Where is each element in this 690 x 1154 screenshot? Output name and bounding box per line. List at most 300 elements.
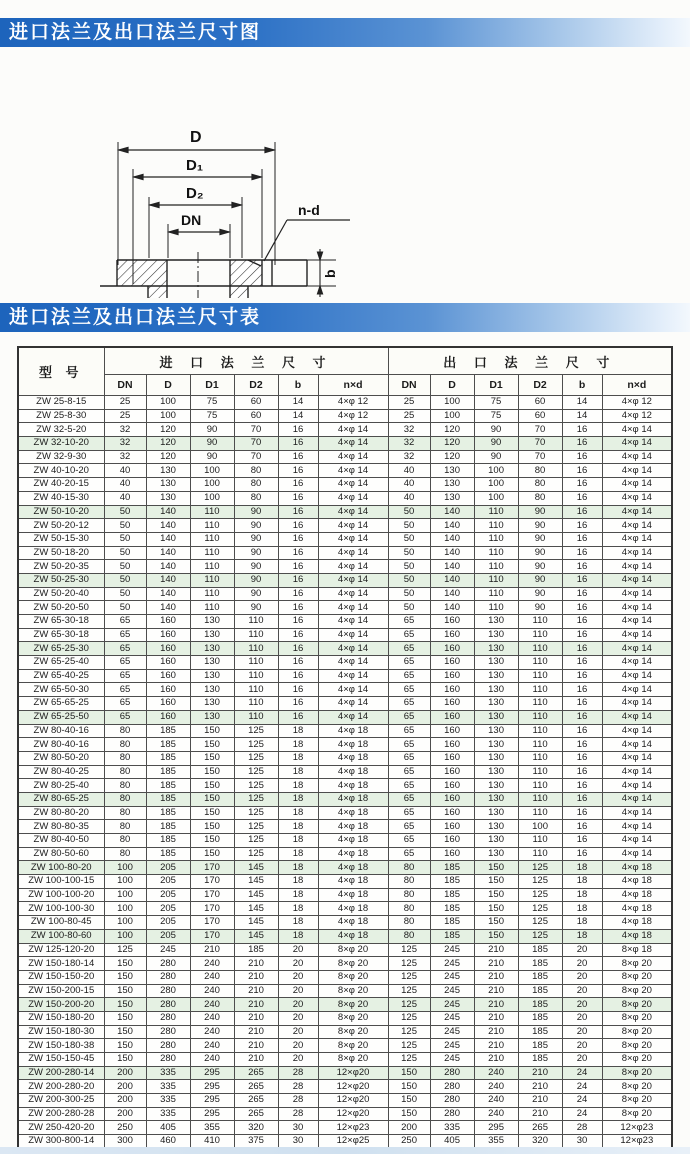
value-cell: 65	[104, 669, 146, 683]
value-cell: 4×φ 14	[602, 478, 672, 492]
value-cell: 280	[430, 1066, 474, 1080]
value-cell: 150	[388, 1080, 430, 1094]
dim-label-DN: DN	[181, 212, 202, 228]
value-cell: 18	[562, 916, 602, 930]
value-cell: 8×φ 20	[602, 998, 672, 1012]
model-column-header: 型 号	[18, 347, 104, 396]
value-cell: 150	[388, 1094, 430, 1108]
value-cell: 16	[278, 697, 318, 711]
value-cell: 210	[234, 1011, 278, 1025]
value-cell: 240	[190, 970, 234, 984]
inlet-col-D: D	[146, 375, 190, 396]
value-cell: 125	[518, 888, 562, 902]
value-cell: 65	[388, 683, 430, 697]
value-cell: 150	[104, 1053, 146, 1067]
value-cell: 120	[146, 437, 190, 451]
value-cell: 130	[430, 478, 474, 492]
value-cell: 65	[388, 656, 430, 670]
value-cell: 170	[190, 875, 234, 889]
model-cell: ZW 40-10-20	[18, 464, 104, 478]
table-row	[18, 573, 672, 587]
value-cell: 160	[146, 683, 190, 697]
value-cell: 4×φ 12	[602, 396, 672, 410]
value-cell: 65	[388, 697, 430, 711]
model-cell: ZW 300-800-14	[18, 1135, 104, 1149]
value-cell: 110	[518, 710, 562, 724]
model-cell: ZW 65-25-30	[18, 642, 104, 656]
value-cell: 50	[388, 519, 430, 533]
value-cell: 16	[278, 519, 318, 533]
value-cell: 185	[146, 792, 190, 806]
value-cell: 125	[518, 875, 562, 889]
inlet-col-DN: DN	[104, 375, 146, 396]
value-cell: 210	[474, 984, 518, 998]
value-cell: 30	[278, 1135, 318, 1149]
value-cell: 4×φ 14	[602, 505, 672, 519]
value-cell: 160	[430, 683, 474, 697]
value-cell: 80	[234, 491, 278, 505]
value-cell: 4×φ 18	[318, 861, 388, 875]
value-cell: 65	[388, 806, 430, 820]
value-cell: 110	[190, 587, 234, 601]
value-cell: 160	[146, 642, 190, 656]
value-cell: 65	[104, 615, 146, 629]
model-cell: ZW 100-100-20	[18, 888, 104, 902]
value-cell: 125	[234, 751, 278, 765]
table-row	[18, 710, 672, 724]
value-cell: 145	[234, 929, 278, 943]
model-cell: ZW 100-100-30	[18, 902, 104, 916]
value-cell: 16	[278, 587, 318, 601]
table-row	[18, 984, 672, 998]
value-cell: 4×φ 14	[602, 669, 672, 683]
value-cell: 14	[562, 409, 602, 423]
value-cell: 40	[388, 464, 430, 478]
model-cell: ZW 50-20-50	[18, 601, 104, 615]
table-row	[18, 642, 672, 656]
value-cell: 140	[146, 532, 190, 546]
value-cell: 4×φ 14	[318, 546, 388, 560]
value-cell: 4×φ 14	[602, 437, 672, 451]
value-cell: 16	[562, 834, 602, 848]
value-cell: 75	[190, 409, 234, 423]
value-cell: 16	[562, 587, 602, 601]
value-cell: 150	[474, 902, 518, 916]
value-cell: 130	[190, 710, 234, 724]
value-cell: 245	[430, 1011, 474, 1025]
value-cell: 210	[190, 943, 234, 957]
value-cell: 8×φ 20	[602, 1025, 672, 1039]
value-cell: 185	[430, 861, 474, 875]
value-cell: 150	[190, 806, 234, 820]
value-cell: 265	[234, 1094, 278, 1108]
value-cell: 240	[190, 984, 234, 998]
value-cell: 280	[146, 984, 190, 998]
value-cell: 90	[190, 437, 234, 451]
value-cell: 160	[430, 834, 474, 848]
value-cell: 80	[234, 478, 278, 492]
value-cell: 140	[430, 519, 474, 533]
value-cell: 130	[474, 724, 518, 738]
table-row	[18, 560, 672, 574]
value-cell: 100	[104, 929, 146, 943]
model-cell: ZW 50-20-40	[18, 587, 104, 601]
value-cell: 12×φ20	[318, 1107, 388, 1121]
value-cell: 65	[388, 710, 430, 724]
value-cell: 210	[474, 1011, 518, 1025]
value-cell: 185	[234, 943, 278, 957]
flange-section-hatching	[117, 260, 262, 298]
value-cell: 16	[562, 683, 602, 697]
value-cell: 20	[562, 957, 602, 971]
value-cell: 130	[474, 806, 518, 820]
value-cell: 16	[562, 847, 602, 861]
value-cell: 185	[146, 834, 190, 848]
table-row	[18, 970, 672, 984]
value-cell: 16	[278, 642, 318, 656]
value-cell: 4×φ 14	[318, 642, 388, 656]
value-cell: 4×φ 12	[318, 396, 388, 410]
model-cell: ZW 150-180-30	[18, 1025, 104, 1039]
model-cell: ZW 125-120-20	[18, 943, 104, 957]
value-cell: 100	[474, 491, 518, 505]
value-cell: 150	[104, 957, 146, 971]
value-cell: 4×φ 14	[602, 628, 672, 642]
value-cell: 65	[388, 751, 430, 765]
value-cell: 130	[474, 820, 518, 834]
value-cell: 16	[278, 464, 318, 478]
value-cell: 210	[474, 1025, 518, 1039]
value-cell: 16	[562, 532, 602, 546]
table-row	[18, 765, 672, 779]
value-cell: 125	[518, 929, 562, 943]
value-cell: 18	[562, 902, 602, 916]
value-cell: 65	[388, 847, 430, 861]
value-cell: 110	[234, 669, 278, 683]
value-cell: 4×φ 18	[318, 820, 388, 834]
table-row	[18, 916, 672, 930]
value-cell: 50	[388, 532, 430, 546]
value-cell: 295	[474, 1121, 518, 1135]
value-cell: 295	[190, 1107, 234, 1121]
value-cell: 65	[104, 697, 146, 711]
value-cell: 20	[562, 970, 602, 984]
table-row	[18, 1025, 672, 1039]
value-cell: 16	[278, 683, 318, 697]
value-cell: 200	[104, 1107, 146, 1121]
value-cell: 24	[562, 1107, 602, 1121]
value-cell: 125	[234, 834, 278, 848]
value-cell: 280	[146, 1011, 190, 1025]
value-cell: 80	[388, 861, 430, 875]
value-cell: 4×φ 14	[602, 450, 672, 464]
value-cell: 90	[190, 450, 234, 464]
value-cell: 50	[388, 587, 430, 601]
model-cell: ZW 65-25-50	[18, 710, 104, 724]
value-cell: 280	[146, 998, 190, 1012]
value-cell: 8×φ 18	[602, 943, 672, 957]
model-cell: ZW 50-15-30	[18, 532, 104, 546]
value-cell: 4×φ 14	[602, 532, 672, 546]
value-cell: 160	[146, 669, 190, 683]
table-row	[18, 409, 672, 423]
table-row	[18, 1107, 672, 1121]
value-cell: 16	[562, 724, 602, 738]
value-cell: 8×φ 20	[318, 957, 388, 971]
value-cell: 150	[104, 984, 146, 998]
value-cell: 185	[518, 957, 562, 971]
value-cell: 320	[518, 1135, 562, 1149]
value-cell: 130	[474, 656, 518, 670]
value-cell: 16	[562, 505, 602, 519]
value-cell: 18	[562, 888, 602, 902]
value-cell: 18	[278, 875, 318, 889]
value-cell: 8×φ 20	[318, 998, 388, 1012]
model-cell: ZW 32-10-20	[18, 437, 104, 451]
value-cell: 335	[146, 1080, 190, 1094]
value-cell: 140	[430, 573, 474, 587]
value-cell: 185	[518, 984, 562, 998]
value-cell: 8×φ 20	[602, 1080, 672, 1094]
value-cell: 160	[430, 642, 474, 656]
value-cell: 4×φ 14	[318, 710, 388, 724]
value-cell: 65	[104, 642, 146, 656]
value-cell: 50	[104, 546, 146, 560]
model-cell: ZW 65-40-25	[18, 669, 104, 683]
value-cell: 12×φ23	[318, 1121, 388, 1135]
value-cell: 4×φ 18	[602, 875, 672, 889]
value-cell: 130	[190, 615, 234, 629]
inlet-group-header: 进 口 法 兰 尺 寸	[104, 347, 388, 375]
value-cell: 70	[234, 450, 278, 464]
value-cell: 185	[430, 929, 474, 943]
value-cell: 16	[278, 710, 318, 724]
value-cell: 110	[518, 765, 562, 779]
value-cell: 32	[104, 450, 146, 464]
value-cell: 100	[518, 820, 562, 834]
value-cell: 110	[474, 532, 518, 546]
value-cell: 4×φ 14	[318, 505, 388, 519]
value-cell: 280	[146, 1039, 190, 1053]
value-cell: 80	[388, 902, 430, 916]
value-cell: 65	[388, 642, 430, 656]
value-cell: 110	[518, 792, 562, 806]
value-cell: 130	[190, 642, 234, 656]
value-cell: 65	[388, 792, 430, 806]
value-cell: 280	[430, 1107, 474, 1121]
value-cell: 150	[190, 724, 234, 738]
value-cell: 210	[474, 1039, 518, 1053]
value-cell: 335	[146, 1094, 190, 1108]
value-cell: 24	[562, 1094, 602, 1108]
value-cell: 280	[146, 957, 190, 971]
model-cell: ZW 100-100-15	[18, 875, 104, 889]
value-cell: 130	[474, 669, 518, 683]
value-cell: 280	[146, 970, 190, 984]
value-cell: 90	[234, 573, 278, 587]
value-cell: 150	[474, 888, 518, 902]
value-cell: 130	[146, 478, 190, 492]
value-cell: 185	[146, 724, 190, 738]
value-cell: 4×φ 14	[318, 628, 388, 642]
value-cell: 4×φ 14	[318, 683, 388, 697]
model-cell: ZW 25-8-15	[18, 396, 104, 410]
value-cell: 80	[518, 478, 562, 492]
value-cell: 4×φ 14	[602, 683, 672, 697]
value-cell: 130	[474, 683, 518, 697]
model-cell: ZW 150-180-20	[18, 1011, 104, 1025]
value-cell: 80	[104, 834, 146, 848]
value-cell: 32	[104, 423, 146, 437]
outlet-col-DN: DN	[388, 375, 430, 396]
value-cell: 210	[518, 1080, 562, 1094]
table-row	[18, 792, 672, 806]
value-cell: 125	[388, 1039, 430, 1053]
value-cell: 125	[234, 724, 278, 738]
value-cell: 50	[104, 573, 146, 587]
value-cell: 16	[278, 573, 318, 587]
model-cell: ZW 65-50-30	[18, 683, 104, 697]
value-cell: 14	[562, 396, 602, 410]
value-cell: 355	[190, 1121, 234, 1135]
value-cell: 80	[104, 738, 146, 752]
value-cell: 18	[278, 834, 318, 848]
table-row	[18, 751, 672, 765]
value-cell: 110	[518, 642, 562, 656]
value-cell: 125	[388, 957, 430, 971]
value-cell: 110	[518, 683, 562, 697]
value-cell: 90	[190, 423, 234, 437]
value-cell: 110	[190, 505, 234, 519]
value-cell: 110	[234, 683, 278, 697]
value-cell: 16	[562, 656, 602, 670]
value-cell: 90	[518, 573, 562, 587]
value-cell: 8×φ 20	[602, 1039, 672, 1053]
table-row	[18, 669, 672, 683]
value-cell: 125	[518, 902, 562, 916]
model-cell: ZW 65-25-40	[18, 656, 104, 670]
value-cell: 4×φ 18	[318, 806, 388, 820]
value-cell: 100	[104, 861, 146, 875]
value-cell: 65	[104, 683, 146, 697]
table-row	[18, 806, 672, 820]
value-cell: 16	[562, 765, 602, 779]
value-cell: 40	[104, 464, 146, 478]
value-cell: 160	[430, 847, 474, 861]
value-cell: 150	[388, 1107, 430, 1121]
inlet-col-nxd: n×d	[318, 375, 388, 396]
value-cell: 4×φ 14	[318, 423, 388, 437]
value-cell: 16	[562, 546, 602, 560]
value-cell: 90	[474, 423, 518, 437]
value-cell: 4×φ 18	[602, 902, 672, 916]
value-cell: 16	[562, 423, 602, 437]
value-cell: 4×φ 14	[318, 519, 388, 533]
outlet-col-b: b	[562, 375, 602, 396]
outlet-col-nxd: n×d	[602, 375, 672, 396]
value-cell: 18	[278, 724, 318, 738]
value-cell: 185	[146, 779, 190, 793]
value-cell: 4×φ 12	[602, 409, 672, 423]
value-cell: 240	[190, 998, 234, 1012]
value-cell: 4×φ 14	[318, 615, 388, 629]
value-cell: 150	[190, 738, 234, 752]
value-cell: 245	[430, 957, 474, 971]
value-cell: 130	[474, 751, 518, 765]
value-cell: 110	[190, 532, 234, 546]
value-cell: 110	[190, 546, 234, 560]
value-cell: 4×φ 14	[602, 792, 672, 806]
value-cell: 245	[146, 943, 190, 957]
value-cell: 60	[234, 396, 278, 410]
value-cell: 80	[104, 847, 146, 861]
value-cell: 160	[430, 738, 474, 752]
value-cell: 160	[430, 697, 474, 711]
value-cell: 355	[474, 1135, 518, 1149]
value-cell: 8×φ 20	[602, 1066, 672, 1080]
value-cell: 110	[518, 669, 562, 683]
value-cell: 4×φ 14	[318, 669, 388, 683]
value-cell: 4×φ 18	[318, 751, 388, 765]
model-cell: ZW 32-9-30	[18, 450, 104, 464]
model-cell: ZW 100-80-20	[18, 861, 104, 875]
value-cell: 12×φ20	[318, 1066, 388, 1080]
inlet-col-D1: D1	[190, 375, 234, 396]
value-cell: 20	[278, 1053, 318, 1067]
value-cell: 4×φ 18	[318, 916, 388, 930]
table-row	[18, 450, 672, 464]
value-cell: 70	[234, 437, 278, 451]
value-cell: 375	[234, 1135, 278, 1149]
table-row	[18, 738, 672, 752]
value-cell: 28	[278, 1107, 318, 1121]
value-cell: 4×φ 14	[602, 573, 672, 587]
value-cell: 125	[234, 738, 278, 752]
value-cell: 16	[562, 697, 602, 711]
flange-dimension-table-wrap	[17, 346, 673, 1150]
value-cell: 150	[388, 1066, 430, 1080]
value-cell: 16	[278, 560, 318, 574]
value-cell: 16	[562, 437, 602, 451]
value-cell: 20	[562, 1039, 602, 1053]
value-cell: 12×φ23	[602, 1135, 672, 1149]
value-cell: 160	[146, 628, 190, 642]
value-cell: 20	[278, 998, 318, 1012]
value-cell: 185	[518, 970, 562, 984]
value-cell: 110	[474, 519, 518, 533]
value-cell: 210	[474, 957, 518, 971]
value-cell: 110	[190, 601, 234, 615]
value-cell: 90	[234, 546, 278, 560]
value-cell: 4×φ 18	[318, 779, 388, 793]
model-cell: ZW 200-300-25	[18, 1094, 104, 1108]
value-cell: 4×φ 18	[318, 792, 388, 806]
model-cell: ZW 200-280-20	[18, 1080, 104, 1094]
value-cell: 110	[474, 587, 518, 601]
table-row	[18, 464, 672, 478]
value-cell: 16	[278, 532, 318, 546]
value-cell: 130	[190, 669, 234, 683]
value-cell: 160	[430, 806, 474, 820]
value-cell: 140	[430, 587, 474, 601]
value-cell: 120	[430, 423, 474, 437]
value-cell: 4×φ 18	[318, 834, 388, 848]
value-cell: 245	[430, 943, 474, 957]
value-cell: 240	[190, 1025, 234, 1039]
value-cell: 185	[146, 738, 190, 752]
value-cell: 150	[104, 970, 146, 984]
value-cell: 4×φ 14	[602, 738, 672, 752]
